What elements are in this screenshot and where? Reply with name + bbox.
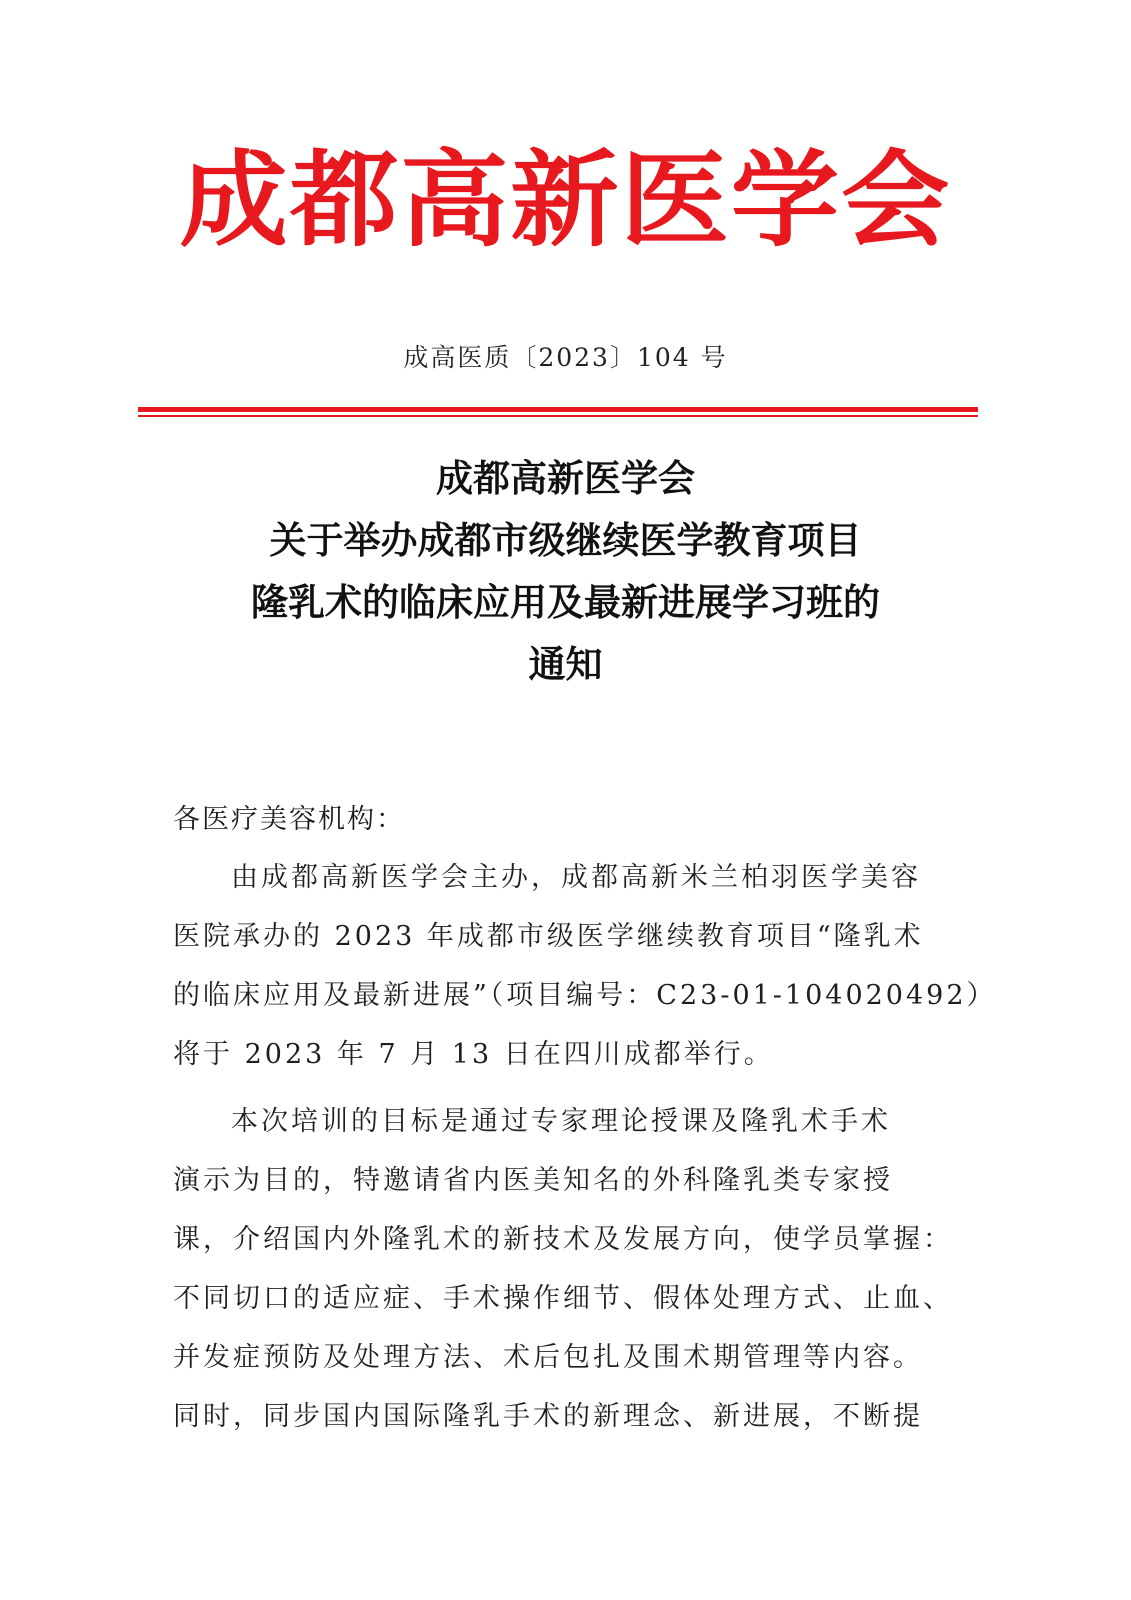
notice-title	[0, 448, 1131, 696]
paragraph-line: 并发症预防及处理方法、术后包扎及围术期管理等内容。	[173, 1342, 923, 1373]
paragraph-line: 医院承办的 2023 年成都市级医学继续教育项目“隆乳术	[173, 921, 924, 952]
title-line: 通知	[528, 643, 603, 686]
paragraph-line: 本次培训的目标是通过专家理论授课及隆乳术手术	[231, 1106, 891, 1137]
paragraph-1	[173, 848, 997, 1084]
paragraph-line: 同时，同步国内国际隆乳手术的新理念、新进展，不断提	[173, 1401, 923, 1432]
salutation: 各医疗美容机构：	[173, 804, 405, 835]
paragraph-2	[173, 1092, 953, 1446]
paragraph-line: 由成都高新医学会主办，成都高新米兰柏羽医学美容	[231, 862, 921, 893]
paragraph-line: 课，介绍国内外隆乳术的新技术及发展方向，使学员掌握：	[173, 1224, 953, 1255]
paragraph-line: 不同切口的适应症、手术操作细节、假体处理方式、止血、	[173, 1283, 953, 1314]
title-line: 隆乳术的临床应用及最新进展学习班的	[251, 581, 880, 624]
title-line: 关于举办成都市级继续医学教育项目	[269, 519, 862, 562]
red-divider-thin	[138, 415, 978, 417]
paragraph-line: 将于 2023 年 7 月 13 日在四川成都举行。	[173, 1039, 774, 1070]
red-divider-thick	[138, 407, 978, 412]
document-number: 成高医质〔2023〕104 号	[403, 343, 728, 372]
paragraph-line: 演示为目的，特邀请省内医美知名的外科隆乳类专家授	[173, 1165, 893, 1196]
title-line: 成都高新医学会	[436, 457, 695, 500]
organization-header: 成都高新医学会	[179, 139, 952, 261]
paragraph-line: 的临床应用及最新进展”（项目编号：C23-01-104020492）	[173, 980, 997, 1011]
